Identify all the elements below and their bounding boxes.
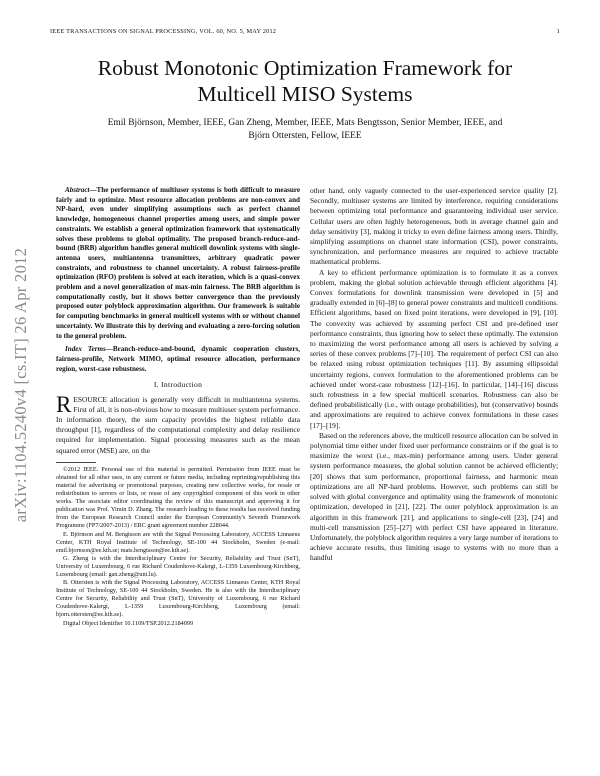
running-head <box>50 28 560 38</box>
abstract-text: —The performance of multiuser systems is both difficult to measure fairly and to optimize. Most resource allocation problems are non-convex and NP-hard, even under simplifying assumptions such as perfect channel knowledge, homogeneous channel properties among users, and simple power constraints. We establish a general optimization framework that systematically solves these problems to global optimality. The proposed branch-reduce-and-bound (BRB) algorithm handles general multicell downlink systems with single-antenna users, multiantenna transmitters, arbitrary quadratic power constraints, and robustness to channel uncertainty. A robust fairness-profile optimization (RFO) problem is solved at each iteration, which is a quasi-convex problem and a novel generalization of max-min fairness. The BRB algorithm is computationally costly, but it shows better convergence than the previously proposed outer polyblock approximation algorithm. Our framework is suitable for computing benchmarks in general multicell systems with or without channel uncertainty. We illustrate this by deriving and evaluating a zero-forcing solution to the general problem. <box>56 186 300 340</box>
right-paragraph-2: A key to efficient performance optimization is to formulate it as a convex problem, making the global solution achievable through efficient algorithms [4]. Convex formulations for downlink transmission were developed in [5] and gradually extended in [6]–[8] to general power constraints and multicell conditions. Efficient algorithms, based on fixed point iterations, were developed in [9], [10]. The convexity was achieved by assuming perfect CSI and pre-defined user performance constraints, thus ignoring how to select these optimally. The extension to maximizing the worst performance among all users is achieved by solving a series of these convex problems [7]–[10]. The requirement of perfect CSI can also be relaxed using robust optimization techniques [11]. By assuming ellipsoidal uncertainty regions, convex formulation to the aforementioned problems can be achieved under worst-case robustness [12]–[16]. In particular, [14]–[16] discuss such robustness in a few special multicell scenarios. Robustness can also be defined probabilistically (i.e., with outage probabilities), but (conservative) bounds and approximations are required to achieve convex formulations in these cases [17]–[19]. <box>310 267 558 430</box>
index-terms <box>56 345 300 374</box>
abstract <box>56 186 300 341</box>
author-list <box>60 117 550 142</box>
authors-line-1: Emil Björnson, Member, IEEE, Gan Zheng, Member, IEEE, Mats Bengtsson, Senior Member, IEEE, and <box>107 118 503 128</box>
page-number: 1 <box>556 28 560 35</box>
footnote-affiliation-3: B. Ottersten is with the Signal Processing Laboratory, ACCESS Linnaeus Center, KTH Royal Institute of Technology, SE-100 44 Stockholm, Sweden. He is also with the Interdisciplinary Centre for Security, Reliability and Trust (SnT), University of Luxembourg, 6 rue Richard Coudenhove-Kalergi, L-1359 Luxembourg-Kirchberg, Luxembourg (email: bjorn.ottersten@ee.kth.se). <box>56 579 300 619</box>
footnote-copyright: ©2012 IEEE. Personal use of this material is permitted. Permission from IEEE must be obtained for all other uses, in any current or future media, including reprinting/republishing this material for advertising or promotional purposes, creating new collective works, for resale or redistribution to servers or lists, or reuse of any copyrighted component of this work in other works. The associate editor coordinating the review of this manuscript and approving it for publication was Prof. Yimin D. Zhang. The research leading to these results has received funding from the European Research Council under the European Community's Seventh Framework Programme (FP7/2007-2013) / ERC grant agreement number 228044. <box>56 465 300 530</box>
abstract-label: Abstract <box>65 186 90 194</box>
right-paragraph-3: Based on the references above, the multicell resource allocation can be solved in polynomial time either under fixed user performance constraints or if the goal is to maximize the worst (i.e., max-min) performance among users. Under general system performance measures, the global solution cannot be achieved efficiently; [20] shows that sum performance, proportional fairness, and harmonic mean optimizations are all NP-hard problems. However, such problems can still be solved with global convergence and optimality using the framework of monotonic optimization, developed in [21], [22]. The outer polyblock approximation is an algorithm in this framework [21], and applications to single-cell [23], [24] and multi-cell transmission [25]–[27] with perfect CSI have appeared in literature. Unfortunately, the polyblock algorithm requires a very large number of iterations to achieve accurate results, thus limiting usage to systems with no more than a handful <box>310 430 558 563</box>
footnotes <box>56 466 300 628</box>
authors-line-2: Björn Ottersten, Fellow, IEEE <box>248 130 362 141</box>
footnote-doi: Digital Object Identifier 10.1109/TSP.2012.2184099 <box>63 619 194 627</box>
right-paragraph-1: other hand, only vaguely connected to the user-experienced service quality [2]. Secondly, multiuser systems are limited by interference, requiring considerations between optimizing total performance and guaranteeing individual user service. Cellular users are often highly heterogeneous, both in average channel gain and delay sensitivity [3], making it tricky to even define fairness among users. Thirdly, simplifying assumptions on channel state information (CSI), power constraints, synchronization, and performance measures are required to achieve tractable mathematical problems. <box>310 186 558 267</box>
index-terms-text: —Branch-reduce-and-bound, dynamic cooperation clusters, fairness-profile, Network MIMO, optimal resource allocation, performance region, worst-case robustness. <box>56 345 301 373</box>
title-line-2: Multicell MISO Systems <box>197 82 413 106</box>
title-line-1: Robust Monotonic Optimization Framework for <box>97 56 513 80</box>
footnote-rule <box>56 462 96 463</box>
drop-cap: R <box>56 391 72 417</box>
left-column <box>56 186 300 628</box>
intro-text: ESOURCE allocation is generally very difficult in multiantenna systems. First of all, it is non-obvious how to measure multiuser system performance. In information theory, the sum capacity provides the highest reliable data throughput [1], regardless of the computational complexity and delay resilience required for implementation. Signal processing measures such as the mean squared error (MSE) are, on the <box>56 394 300 455</box>
arxiv-identifier: arXiv:1104.5240v4 [cs.IT] 26 Apr 2012 <box>11 247 30 523</box>
footnote-affiliation-2: G. Zheng is with the Interdisciplinary Centre for Security, Reliability and Trust (SnT), University of Luxembourg, 6 rue Richard Coudenhove-Kalergi, L-1359 Luxembourg-Kirchberg, Luxembourg (email: gan.zheng@uni.lu). <box>56 554 300 578</box>
intro-paragraph <box>56 391 300 456</box>
footnote-affiliation-1: E. Björnson and M. Bengtsson are with the Signal Processing Laboratory, ACCESS Linnaeus Center, KTH Royal Institute of Technology, SE-100 44 Stockholm, Sweden (e-mail: emil.bjornson@ee.kth.se; mats.bengtsson@ee.kth.se). <box>56 530 300 554</box>
arxiv-stamp <box>6 200 36 570</box>
index-terms-label: Index Terms <box>65 345 106 354</box>
section-heading: I. Introduction <box>153 380 203 390</box>
right-column <box>310 186 558 564</box>
journal-name: IEEE TRANSACTIONS ON SIGNAL PROCESSING, VOL. 60, NO. 5, MAY 2012 <box>50 28 277 35</box>
paper-title <box>50 55 560 107</box>
